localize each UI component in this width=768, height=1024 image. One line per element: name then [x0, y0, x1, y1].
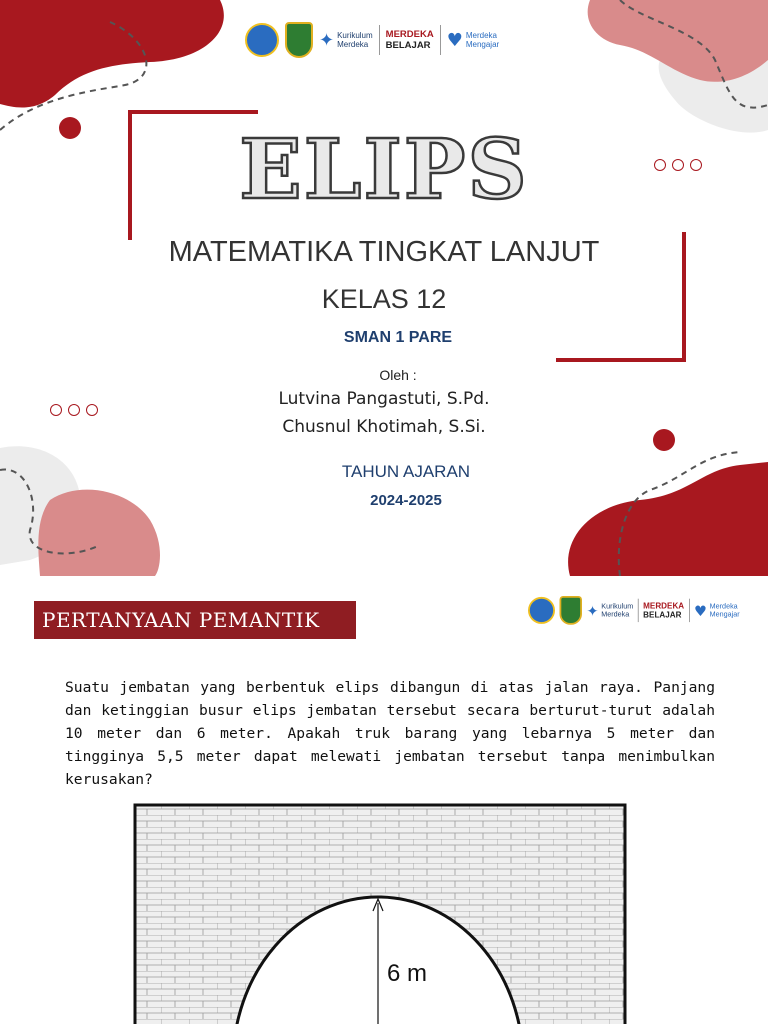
- mengajar-line1: Merdeka: [709, 602, 738, 611]
- page-title: ELIPS: [239, 122, 529, 218]
- mengajar-line1: Merdeka: [465, 31, 497, 40]
- east-java-emblem: [285, 22, 313, 58]
- height-label: 6 m: [387, 960, 428, 987]
- mengajar-line2: Mengajar: [465, 40, 500, 49]
- merdeka-text: Merdeka: [337, 40, 369, 49]
- kurikulum-text: Kurikulum: [337, 31, 373, 40]
- subject-title: MATEMATIKA TINGKAT LANJUT: [168, 236, 600, 268]
- author-1: Lutvina Pangastuti, S.Pd.: [278, 389, 490, 409]
- east-java-emblem: [560, 596, 583, 625]
- tut-wuri-logo: [528, 597, 555, 624]
- mengajar-line2: Mengajar: [709, 610, 740, 619]
- school-name: SMAN 1 PARE: [343, 329, 453, 346]
- merdeka-belajar-logo: [386, 29, 434, 51]
- mengajar-icon: ♥: [446, 29, 463, 51]
- year-label: TAHUN AJARAN: [341, 462, 471, 481]
- merdeka-mengajar-logo: [447, 30, 500, 51]
- author-2: Chusnul Khotimah, S.Si.: [282, 417, 486, 437]
- kurikulum-text: Kurikulum: [601, 602, 634, 611]
- class-label: KELAS 12: [321, 284, 447, 314]
- logo-bar: [245, 22, 499, 58]
- question-slide: [0, 576, 768, 1024]
- merdeka-text: Merdeka: [601, 610, 630, 619]
- tut-wuri-logo: [245, 23, 279, 57]
- merdeka-belajar-logo: [643, 601, 684, 619]
- question-text: Suatu jembatan yang berbentuk elips dibangun di atas jalan raya. Panjang dan ketinggian busur elips jembatan tersebut secara berturut-turut adalah 10 meter dan 6 meter. Apakah truk barang yang lebarnya 5 meter dan tingginya 5,5 meter dapat melewati jembatan tersebut tanpa menimbulkan kerusakan?: [65, 679, 715, 788]
- merdeka-belajar-line2: BELAJAR: [643, 610, 682, 620]
- merdeka-belajar-line1: MERDEKA: [643, 601, 685, 611]
- section-banner: PERTANYAAN PEMANTIK: [34, 601, 356, 639]
- blob-top-left: [0, 0, 224, 107]
- merdeka-belajar-line2: BELAJAR: [385, 40, 431, 51]
- blob-top-right-pink: [588, 0, 768, 82]
- kurikulum-icon: ✦: [586, 601, 599, 619]
- mengajar-icon: ♥: [694, 601, 707, 619]
- logo-bar-2: [528, 596, 740, 625]
- author-label: Oleh :: [379, 367, 417, 383]
- bridge-figure: [133, 803, 627, 1024]
- merdeka-mengajar-logo: [694, 602, 740, 619]
- kurikulum-icon: ✦: [319, 29, 335, 51]
- kurikulum-merdeka-logo: [319, 30, 373, 51]
- kurikulum-merdeka-logo: [587, 602, 634, 619]
- year-value: 2024-2025: [370, 492, 442, 509]
- merdeka-belajar-line1: MERDEKA: [385, 29, 434, 40]
